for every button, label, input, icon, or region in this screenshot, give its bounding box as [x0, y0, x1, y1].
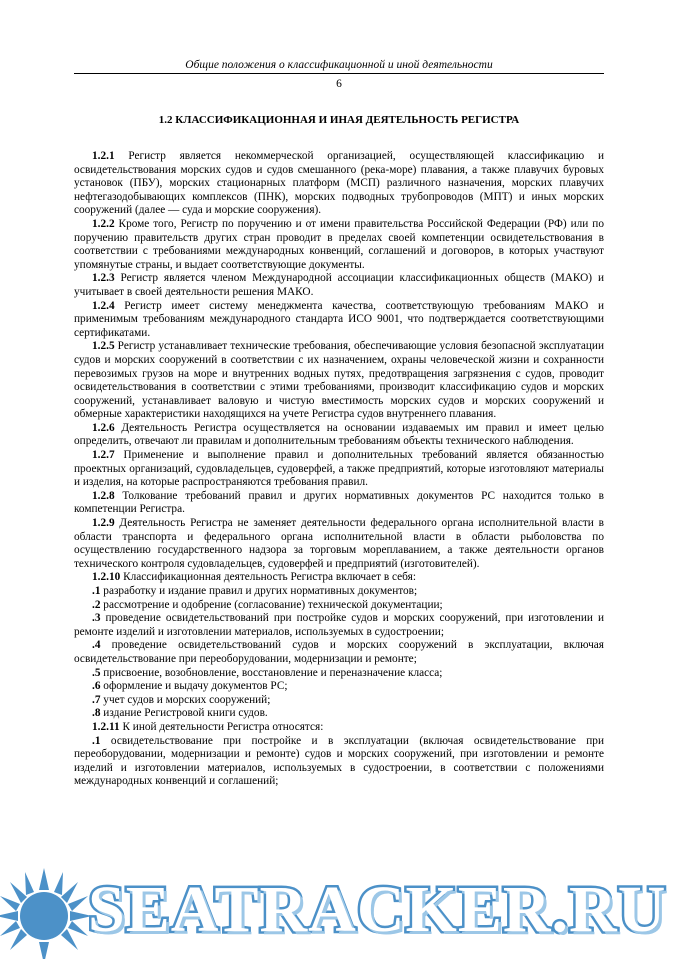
clause-text: Классификационная деятельность Регистра включает в себя:: [120, 571, 416, 584]
item-number: .8: [92, 707, 101, 720]
paragraph-1-2-1: [74, 150, 604, 218]
body-text: [74, 150, 604, 789]
clause-text: К иной деятельности Регистра относятся:: [119, 720, 324, 733]
clause-number: 1.2.3: [92, 272, 115, 285]
clause-text: Деятельность Регистра осуществляется на основании издаваемых им правил и имеет целью определить, отвечают ли правилам и дополнительным требованиям объекты технического наблюдения.: [74, 421, 604, 448]
list-item: [74, 599, 604, 613]
item-text: издание Регистровой книги судов.: [100, 707, 268, 720]
clause-text: Регистр имеет систему менеджмента качества, соответствующую требованиям МАКО и применимым требованиям международного стандарта ИСО 9001, что подтверждается соответствующими сертификатами.: [74, 299, 604, 339]
list-item: [74, 667, 604, 681]
item-text: проведение освидетельствований судов и морских сооружений в эксплуатации, включая освидетельствование при переоборудовании, модернизации и ремонте;: [74, 639, 604, 665]
paragraph-1-2-10: [74, 571, 604, 585]
item-text: оформление и выдачу документов РС;: [100, 680, 288, 693]
watermark-text: SEATRACKER.RU: [88, 873, 667, 946]
paragraph-1-2-7: [74, 449, 604, 490]
paragraph-1-2-2: [74, 218, 604, 272]
item-text: учет судов и морских сооружений;: [100, 693, 271, 706]
list-item: [74, 680, 604, 694]
header-rule: [74, 73, 604, 74]
paragraph-1-2-11: [74, 721, 604, 735]
item-number: .7: [92, 693, 101, 706]
clause-number: 1.2.8: [92, 489, 115, 502]
clause-number: 1.2.7: [92, 449, 115, 462]
item-number: .3: [92, 612, 101, 625]
item-text: разработку и издание правил и других нормативных документов;: [100, 585, 418, 597]
list-item: [74, 585, 604, 599]
clause-text: Применение и выполнение правил и дополнительных требований является обязанностью проектных организаций, судовладельцев, судоверфей, а также предприятий, которые изготовляют материалы и изделия, на которые распространяются требования правил.: [74, 449, 604, 489]
item-text: освидетельствование при постройке и в эксплуатации (включая освидетельствование при переоборудовании, модернизации и ремонте) судов и морских сооружений, при изготовлении и ремонте изделий и изготовлении материалов, используемых в судостроении, в соответствии с положениями международных конвенций и соглашений;: [74, 734, 604, 788]
item-number: .1: [92, 734, 101, 747]
item-text: присвоение, возобновление, восстановление и переназначение класса;: [100, 666, 443, 679]
sun-logo-icon: [0, 866, 96, 959]
clause-number: 1.2.10: [92, 571, 121, 584]
clause-number: 1.2.2: [92, 217, 115, 230]
item-number: .4: [92, 639, 101, 652]
page-number: 6: [336, 78, 342, 90]
paragraph-1-2-9: [74, 517, 604, 571]
clause-number: 1.2.6: [92, 421, 115, 434]
clause-text: Регистр является некоммерческой организацией, осуществляющей классификацию и освидетельствования морских судов и судов смешанного (река-море) плавания, а также плавучих буровых установок (ПБУ), морских стационарных платформ (МСП) различного назначения, морских плавучих нефтегазодобывающих комплексов (ПНК), морских подводных трубопроводов (МПТ) и иных морских сооружений (далее — суда и морские сооружения).: [74, 150, 604, 217]
item-number: .1: [92, 585, 101, 597]
item-number: .2: [92, 598, 101, 611]
clause-text: Регистр является членом Международной ассоциации классификационных обществ (МАКО) и учитывает в своей деятельности решения МАКО.: [74, 272, 604, 298]
paragraph-1-2-3: [74, 272, 604, 299]
clause-text: Регистр устанавливает технические требования, обеспечивающие условия безопасной эксплуатации судов и морских сооружений в соответствии с их назначением, охраны человеческой жизни и сохранности перевозимых грузов на море и внутренних водных путях, предотвращения загрязнения с судов, проводит освидетельствования в соответствии с этими требованиями, производит классификацию судов и морских сооружений, устанавливает валовую и чистую вместимость морских судов и морских сооружений и обмерные характеристики находящихся на учете Регистра судов внутреннего плавания.: [74, 340, 604, 421]
section-title: 1.2 КЛАССИФИКАЦИОННАЯ И ИНАЯ ДЕЯТЕЛЬНОСТЬ РЕГИСТРА: [158, 114, 520, 126]
paragraph-1-2-5: [74, 340, 604, 422]
paragraph-1-2-4: [74, 300, 604, 341]
clause-number: 1.2.9: [92, 517, 115, 530]
list-item: [74, 707, 604, 721]
running-header: Общие положения о классификационной и иной деятельности: [185, 59, 493, 71]
paragraph-1-2-6: [74, 422, 604, 449]
clause-number: 1.2.11: [92, 720, 120, 733]
watermark: [0, 866, 678, 959]
item-text: рассмотрение и одобрение (согласование) технической документации;: [100, 598, 443, 611]
clause-number: 1.2.1: [92, 150, 115, 162]
clause-number: 1.2.5: [92, 340, 115, 353]
list-item: [74, 639, 604, 666]
paragraph-1-2-8: [74, 490, 604, 517]
clause-text: Деятельность Регистра не заменяет деятельности федерального органа исполнительной власти в области транспорта и федерального органа исполнительной власти в области рыболовства по осуществлению государственного надзора за торговым мореплаванием, а также деятельности органов технического контроля судовладельцев, судоверфей и предприятий (изготовителей).: [74, 517, 604, 570]
item-number: .5: [92, 666, 101, 679]
item-text: проведение освидетельствований при постройке судов и морских сооружений, при изготовлении и ремонте изделий и изготовлении материалов, используемых в судостроении;: [74, 612, 604, 638]
clause-number: 1.2.4: [92, 299, 115, 312]
clause-text: Кроме того, Регистр по поручению и от имени правительства Российской Федерации (РФ) или по поручению правительств других стран проводит в пределах своей компетенции освидетельствования в соответствии с требованиями международных конвенций, соглашений и договоров, в которых участвуют упомянутые страны, и выдает соответствующие документы.: [74, 217, 604, 271]
clause-text: Толкование требований правил и других нормативных документов РС находится только в компетенции Регистра.: [74, 489, 604, 516]
item-number: .6: [92, 680, 101, 693]
list-item: [74, 694, 604, 708]
list-item: [74, 735, 604, 789]
list-item: [74, 612, 604, 639]
